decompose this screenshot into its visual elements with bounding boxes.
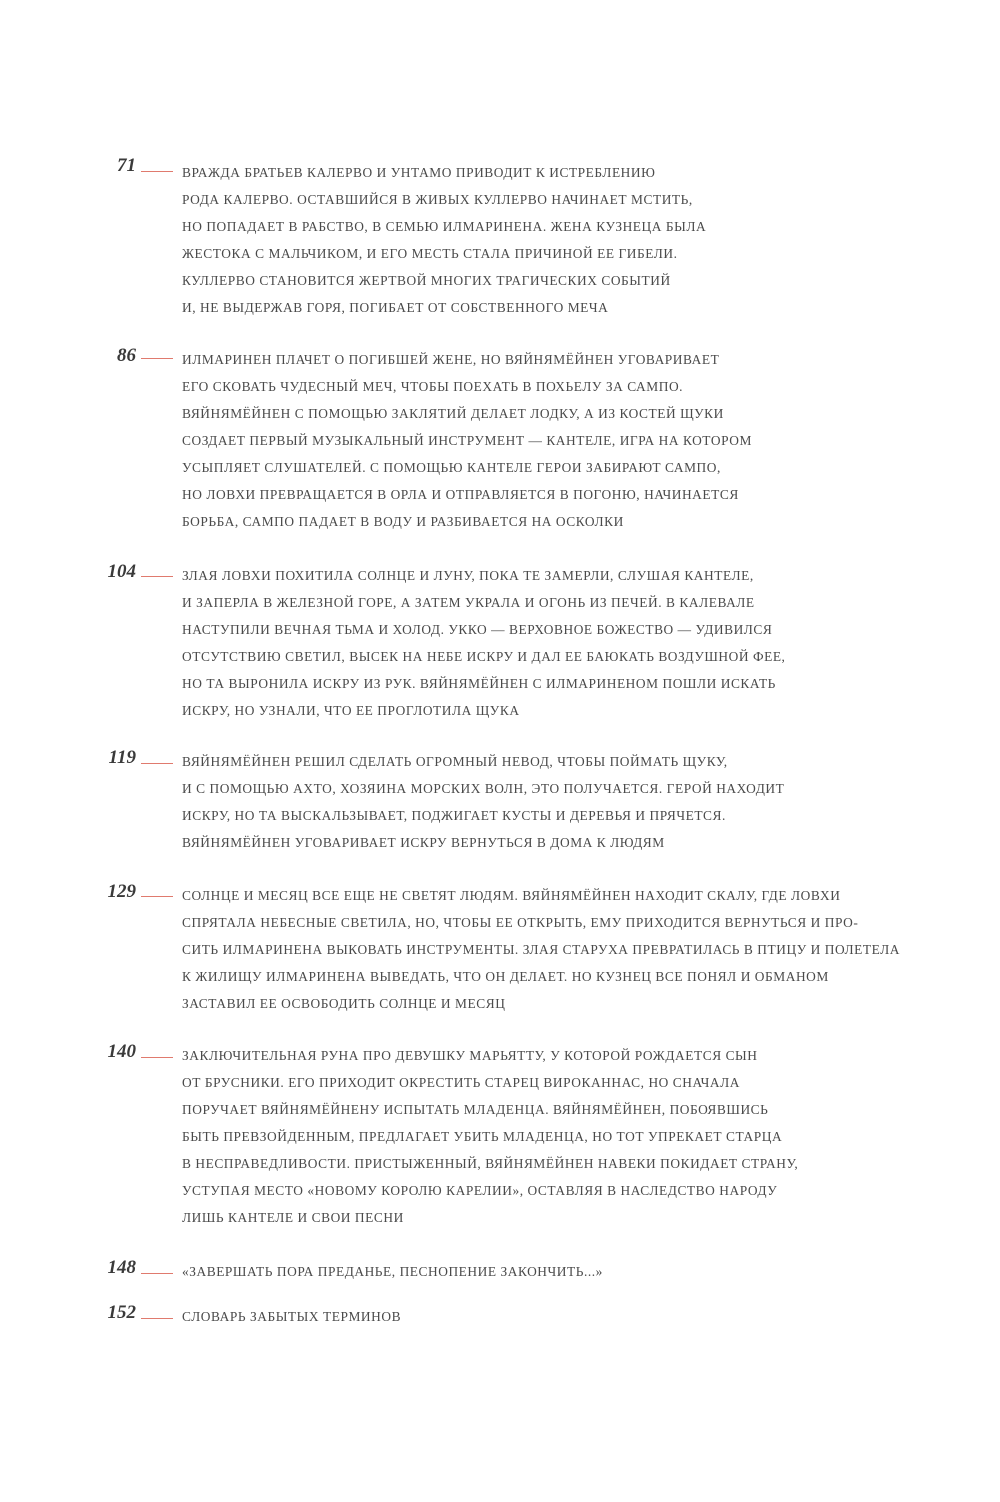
- text-line: НАСТУПИЛИ ВЕЧНАЯ ТЬМА И ХОЛОД. УККО — ВЕРХОВНОЕ БОЖЕСТВО — УДИВИЛСЯ: [182, 622, 773, 637]
- text-line: ВЯЙНЯМЁЙНЕН УГОВАРИВАЕТ ИСКРУ ВЕРНУТЬСЯ В ДОМА К ЛЮДЯМ: [182, 835, 665, 850]
- text-line: ПОРУЧАЕТ ВЯЙНЯМЁЙНЕНУ ИСПЫТАТЬ МЛАДЕНЦА. ВЯЙНЯМЁЙНЕН, ПОБОЯВШИСЬ: [182, 1102, 769, 1117]
- text-line: ИЛМАРИНЕН ПЛАЧЕТ О ПОГИБШЕЙ ЖЕНЕ, НО ВЯЙНЯМЁЙНЕН УГОВАРИВАЕТ: [182, 352, 720, 367]
- page-number: 119: [108, 747, 136, 768]
- text-line: ЗАСТАВИЛ ЕЕ ОСВОБОДИТЬ СОЛНЦЕ И МЕСЯЦ: [182, 996, 506, 1011]
- page-number: 148: [107, 1257, 136, 1278]
- text-line: И, НЕ ВЫДЕРЖАВ ГОРЯ, ПОГИБАЕТ ОТ СОБСТВЕННОГО МЕЧА: [182, 300, 609, 315]
- page-number: 86: [117, 345, 136, 366]
- leader-dash: [141, 576, 173, 577]
- text-line: ЖЕСТОКА С МАЛЬЧИКОМ, И ЕГО МЕСТЬ СТАЛА ПРИЧИНОЙ ЕЕ ГИБЕЛИ.: [182, 246, 678, 261]
- text-line: БОРЬБА, САМПО ПАДАЕТ В ВОДУ И РАЗБИВАЕТСЯ НА ОСКОЛКИ: [182, 514, 624, 529]
- text-line: И С ПОМОЩЬЮ АХТО, ХОЗЯИНА МОРСКИХ ВОЛН, ЭТО ПОЛУЧАЕТСЯ. ГЕРОЙ НАХОДИТ: [182, 781, 785, 796]
- text-line: БЫТЬ ПРЕВЗОЙДЕННЫМ, ПРЕДЛАГАЕТ УБИТЬ МЛАДЕНЦА, НО ТОТ УПРЕКАЕТ СТАРЦА: [182, 1129, 783, 1144]
- text-line: ЕГО СКОВАТЬ ЧУДЕСНЫЙ МЕЧ, ЧТОБЫ ПОЕХАТЬ В ПОХЬЕЛУ ЗА САМПО.: [182, 379, 684, 394]
- entry-text: [182, 748, 784, 856]
- text-line: НО ТА ВЫРОНИЛА ИСКРУ ИЗ РУК. ВЯЙНЯМЁЙНЕН С ИЛМАРИНЕНОМ ПОШЛИ ИСКАТЬ: [182, 676, 776, 691]
- text-line: ВРАЖДА БРАТЬЕВ КАЛЕРВО И УНТАМО ПРИВОДИТ К ИСТРЕБЛЕНИЮ: [182, 165, 656, 180]
- leader-dash: [141, 896, 173, 897]
- text-line: К ЖИЛИЩУ ИЛМАРИНЕНА ВЫВЕДАТЬ, ЧТО ОН ДЕЛАЕТ. НО КУЗНЕЦ ВСЕ ПОНЯЛ И ОБМАНОМ: [182, 969, 829, 984]
- text-line: ЛИШЬ КАНТЕЛЕ И СВОИ ПЕСНИ: [182, 1210, 404, 1225]
- text-line: РОДА КАЛЕРВО. ОСТАВШИЙСЯ В ЖИВЫХ КУЛЛЕРВО НАЧИНАЕТ МСТИТЬ,: [182, 192, 693, 207]
- text-line: НО ЛОВХИ ПРЕВРАЩАЕТСЯ В ОРЛА И ОТПРАВЛЯЕТСЯ В ПОГОНЮ, НАЧИНАЕТСЯ: [182, 487, 739, 502]
- entry-text: [182, 1258, 603, 1285]
- entry-text: [182, 159, 706, 321]
- entry-text: [182, 1303, 401, 1330]
- text-line: СЛОВАРЬ ЗАБЫТЫХ ТЕРМИНОВ: [182, 1309, 402, 1324]
- leader-dash: [141, 1273, 173, 1274]
- leader-dash: [141, 1057, 173, 1058]
- text-line: КУЛЛЕРВО СТАНОВИТСЯ ЖЕРТВОЙ МНОГИХ ТРАГИЧЕСКИХ СОБЫТИЙ: [182, 273, 671, 288]
- text-line: ВЯЙНЯМЁЙНЕН РЕШИЛ СДЕЛАТЬ ОГРОМНЫЙ НЕВОД, ЧТОБЫ ПОЙМАТЬ ЩУКУ,: [182, 754, 728, 769]
- text-line: УСТУПАЯ МЕСТО «НОВОМУ КОРОЛЮ КАРЕЛИИ», ОСТАВЛЯЯ В НАСЛЕДСТВО НАРОДУ: [182, 1183, 778, 1198]
- leader-dash: [141, 358, 173, 359]
- entry-text: [182, 346, 752, 535]
- entry-text: [182, 562, 785, 724]
- text-line: ВЯЙНЯМЁЙНЕН С ПОМОЩЬЮ ЗАКЛЯТИЙ ДЕЛАЕТ ЛОДКУ, А ИЗ КОСТЕЙ ЩУКИ: [182, 406, 724, 421]
- text-line: НО ПОПАДАЕТ В РАБСТВО, В СЕМЬЮ ИЛМАРИНЕНА. ЖЕНА КУЗНЕЦА БЫЛА: [182, 219, 707, 234]
- text-line: ИСКРУ, НО ТА ВЫСКАЛЬЗЫВАЕТ, ПОДЖИГАЕТ КУСТЫ И ДЕРЕВЬЯ И ПРЯЧЕТСЯ.: [182, 808, 726, 823]
- text-line: СОЛНЦЕ И МЕСЯЦ ВСЕ ЕЩЕ НЕ СВЕТЯТ ЛЮДЯМ. ВЯЙНЯМЁЙНЕН НАХОДИТ СКАЛУ, ГДЕ ЛОВХИ: [182, 888, 841, 903]
- text-line: УСЫПЛЯЕТ СЛУШАТЕЛЕЙ. С ПОМОЩЬЮ КАНТЕЛЕ ГЕРОИ ЗАБИРАЮТ САМПО,: [182, 460, 721, 475]
- page-number: 129: [107, 881, 136, 902]
- leader-dash: [141, 763, 173, 764]
- leader-dash: [141, 1318, 173, 1319]
- text-line: ОТСУТСТВИЮ СВЕТИЛ, ВЫСЕК НА НЕБЕ ИСКРУ И ДАЛ ЕЕ БАЮКАТЬ ВОЗДУШНОЙ ФЕЕ,: [182, 649, 786, 664]
- text-line: ЗАКЛЮЧИТЕЛЬНАЯ РУНА ПРО ДЕВУШКУ МАРЬЯТТУ, У КОТОРОЙ РОЖДАЕТСЯ СЫН: [182, 1048, 758, 1063]
- text-line: ЗЛАЯ ЛОВХИ ПОХИТИЛА СОЛНЦЕ И ЛУНУ, ПОКА ТЕ ЗАМЕРЛИ, СЛУШАЯ КАНТЕЛЕ,: [182, 568, 754, 583]
- page-number: 104: [107, 561, 136, 582]
- text-line: В НЕСПРАВЕДЛИВОСТИ. ПРИСТЫЖЕННЫЙ, ВЯЙНЯМЁЙНЕН НАВЕКИ ПОКИДАЕТ СТРАНУ,: [182, 1156, 799, 1171]
- text-line: ОТ БРУСНИКИ. ЕГО ПРИХОДИТ ОКРЕСТИТЬ СТАРЕЦ ВИРОКАННАС, НО СНАЧАЛА: [182, 1075, 741, 1090]
- page-number: 71: [117, 155, 136, 176]
- text-line: СИТЬ ИЛМАРИНЕНА ВЫКОВАТЬ ИНСТРУМЕНТЫ. ЗЛАЯ СТАРУХА ПРЕВРАТИЛАСЬ В ПТИЦУ И ПОЛЕТЕЛА: [182, 942, 901, 957]
- text-line: «ЗАВЕРШАТЬ ПОРА ПРЕДАНЬЕ, ПЕСНОПЕНИЕ ЗАКОНЧИТЬ...»: [182, 1264, 603, 1279]
- text-line: СПРЯТАЛА НЕБЕСНЫЕ СВЕТИЛА, НО, ЧТОБЫ ЕЕ ОТКРЫТЬ, ЕМУ ПРИХОДИТСЯ ВЕРНУТЬСЯ И ПРО-: [182, 915, 859, 930]
- page-number: 140: [107, 1041, 136, 1062]
- text-line: СОЗДАЕТ ПЕРВЫЙ МУЗЫКАЛЬНЫЙ ИНСТРУМЕНТ — КАНТЕЛЕ, ИГРА НА КОТОРОМ: [182, 433, 752, 448]
- entry-text: [182, 882, 900, 1017]
- entry-text: [182, 1042, 798, 1231]
- page-number: 152: [107, 1302, 136, 1323]
- text-line: ИСКРУ, НО УЗНАЛИ, ЧТО ЕЕ ПРОГЛОТИЛА ЩУКА: [182, 703, 520, 718]
- text-line: И ЗАПЕРЛА В ЖЕЛЕЗНОЙ ГОРЕ, А ЗАТЕМ УКРАЛА И ОГОНЬ ИЗ ПЕЧЕЙ. В КАЛЕВАЛЕ: [182, 595, 755, 610]
- leader-dash: [141, 171, 173, 172]
